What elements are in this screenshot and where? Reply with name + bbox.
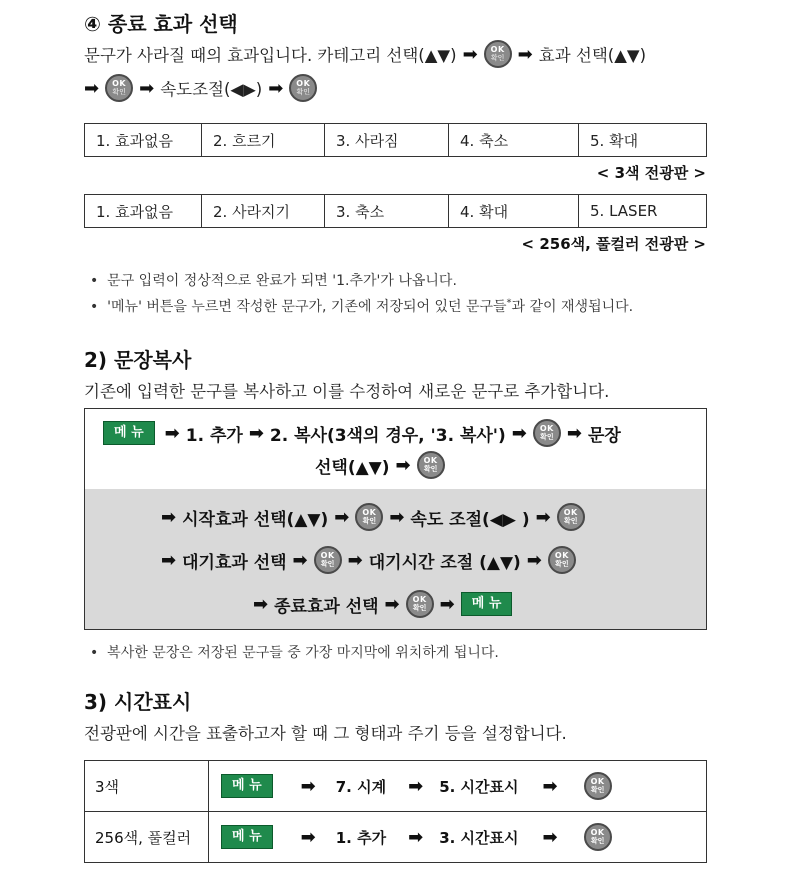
ok-button-icon: OK 확인 (355, 503, 383, 531)
desc-text-1: 문구가 사라질 때의 효과입니다. 카테고리 선택(▲▼) (84, 46, 457, 65)
arrow-right-icon: ➡ (253, 593, 269, 615)
ok-button-icon: OK 확인 (584, 823, 612, 851)
ok-button-icon: OK 확인 (533, 419, 561, 447)
ok-button-icon: OK 확인 (484, 40, 512, 68)
effect-table-256color (84, 194, 707, 228)
arrow-right-icon: ➡ (300, 826, 316, 848)
row-label: 256색, 풀컬러 (85, 812, 209, 863)
step-1: 7. 시계 (335, 777, 387, 796)
copy-step-line5 (247, 590, 512, 618)
bullet-complete: • 문구 입력이 정상적으로 완료가 되면 '1.추가'가 나옵니다. (90, 273, 457, 289)
arrow-right-icon: ➡ (542, 826, 558, 848)
row-label: 3색 (85, 761, 209, 812)
step-sentence: 문장 (587, 425, 621, 446)
bullet-copy-position: • 복사한 문장은 저장된 문구들 중 가장 마지막에 위치하게 됩니다. (90, 645, 499, 661)
arrow-right-icon: ➡ (511, 422, 527, 444)
section-title-copy: 2) 문장복사 (84, 348, 192, 372)
arrow-right-icon: ➡ (542, 775, 558, 797)
effect-cell: 2. 흐르기 (202, 124, 325, 157)
effect-cell: 3. 사라짐 (325, 124, 449, 157)
desc-text-3: 속도조절(◀▶) (160, 80, 263, 99)
arrow-right-icon: ➡ (161, 549, 177, 571)
menu-button-icon: 메 뉴 (221, 825, 273, 849)
step-2: 5. 시간표시 (439, 777, 519, 796)
arrow-right-icon: ➡ (248, 422, 264, 444)
step-speed: 속도 조절(◀▶ ) (410, 509, 530, 530)
arrow-right-icon: ➡ (268, 77, 284, 99)
menu-button-icon: 메 뉴 (103, 421, 155, 445)
arrow-right-icon: ➡ (384, 593, 400, 615)
row-steps (209, 812, 707, 863)
caption-3color: < 3색 전광판 > (596, 164, 706, 182)
ok-button-icon: OK 확인 (105, 74, 133, 102)
effect-cell: 5. LASER (579, 195, 707, 228)
step-1: 1. 추가 (335, 828, 387, 847)
bullet-menu-playback: • '메뉴' 버튼을 누르면 작성한 문구가, 기존에 저장되어 있던 문구들*과 같이 재생됩니다. (90, 297, 634, 315)
arrow-right-icon: ➡ (334, 506, 350, 528)
effect-table-3color (84, 123, 707, 157)
step-add: 1. 추가 (185, 425, 243, 446)
section-title-end-effect: ④ 종료 효과 선택 (84, 12, 238, 36)
ok-button-icon: OK 확인 (417, 451, 445, 479)
arrow-right-icon: ➡ (526, 549, 542, 571)
arrow-right-icon: ➡ (292, 549, 308, 571)
row-steps (209, 761, 707, 812)
time-display-table (84, 760, 707, 863)
effect-cell: 4. 확대 (449, 195, 579, 228)
desc-text-2: 효과 선택(▲▼) (538, 46, 647, 65)
step-wait-effect: 대기효과 선택 (182, 552, 287, 573)
arrow-right-icon: ➡ (164, 422, 180, 444)
copy-step-line1 (103, 419, 621, 447)
arrow-right-icon: ➡ (300, 775, 316, 797)
arrow-right-icon: ➡ (347, 549, 363, 571)
step-end-effect: 종료효과 선택 (274, 596, 379, 617)
step-wait-time: 대기시간 조절 (▲▼) (368, 552, 521, 573)
caption-256color: < 256색, 풀컬러 전광판 > (521, 235, 706, 253)
arrow-right-icon: ➡ (566, 422, 582, 444)
copy-step-line4 (155, 546, 576, 574)
step-2: 3. 시간표시 (439, 828, 519, 847)
copy-procedure-box (84, 408, 707, 630)
copy-procedure-bottom (85, 489, 706, 629)
time-display-description: 전광판에 시간을 표출하고자 할 때 그 형태과 주기 등을 설정합니다. (84, 724, 567, 743)
ok-button-icon: OK 확인 (314, 546, 342, 574)
arrow-right-icon: ➡ (408, 826, 424, 848)
effect-cell: 1. 효과없음 (85, 124, 202, 157)
effect-cell: 5. 확대 (579, 124, 707, 157)
arrow-right-icon: ➡ (139, 77, 155, 99)
table-row (85, 812, 707, 863)
step-start-effect: 시작효과 선택(▲▼) (182, 509, 329, 530)
ok-button-icon: OK 확인 (406, 590, 434, 618)
arrow-right-icon: ➡ (161, 506, 177, 528)
arrow-right-icon: ➡ (535, 506, 551, 528)
effect-cell: 3. 축소 (325, 195, 449, 228)
ok-button-icon: OK 확인 (548, 546, 576, 574)
arrow-right-icon: ➡ (408, 775, 424, 797)
step-copy: 2. 복사(3색의 경우, '3. 복사') (269, 425, 506, 446)
section-title-time-display: 3) 시간표시 (84, 690, 192, 714)
step-select: 선택(▲▼) (315, 457, 390, 478)
ok-button-icon: OK 확인 (289, 74, 317, 102)
arrow-right-icon: ➡ (389, 506, 405, 528)
copy-procedure-top (85, 409, 706, 490)
effect-cell: 4. 축소 (449, 124, 579, 157)
menu-button-icon: 메 뉴 (221, 774, 273, 798)
table-row (85, 761, 707, 812)
effect-cell: 2. 사라지기 (202, 195, 325, 228)
arrow-right-icon: ➡ (439, 593, 455, 615)
end-effect-description-line2 (84, 74, 317, 102)
effect-cell: 1. 효과없음 (85, 195, 202, 228)
arrow-right-icon: ➡ (517, 43, 533, 65)
copy-step-line2 (315, 451, 445, 479)
menu-button-icon: 메 뉴 (461, 592, 513, 616)
copy-step-line3 (155, 503, 585, 531)
arrow-right-icon: ➡ (462, 43, 478, 65)
arrow-right-icon: ➡ (395, 454, 411, 476)
arrow-right-icon: ➡ (84, 77, 100, 99)
ok-button-icon: OK 확인 (557, 503, 585, 531)
copy-description: 기존에 입력한 문구를 복사하고 이를 수정하여 새로운 문구로 추가합니다. (84, 382, 610, 401)
ok-button-icon: OK 확인 (584, 772, 612, 800)
end-effect-description-line1 (84, 40, 646, 68)
